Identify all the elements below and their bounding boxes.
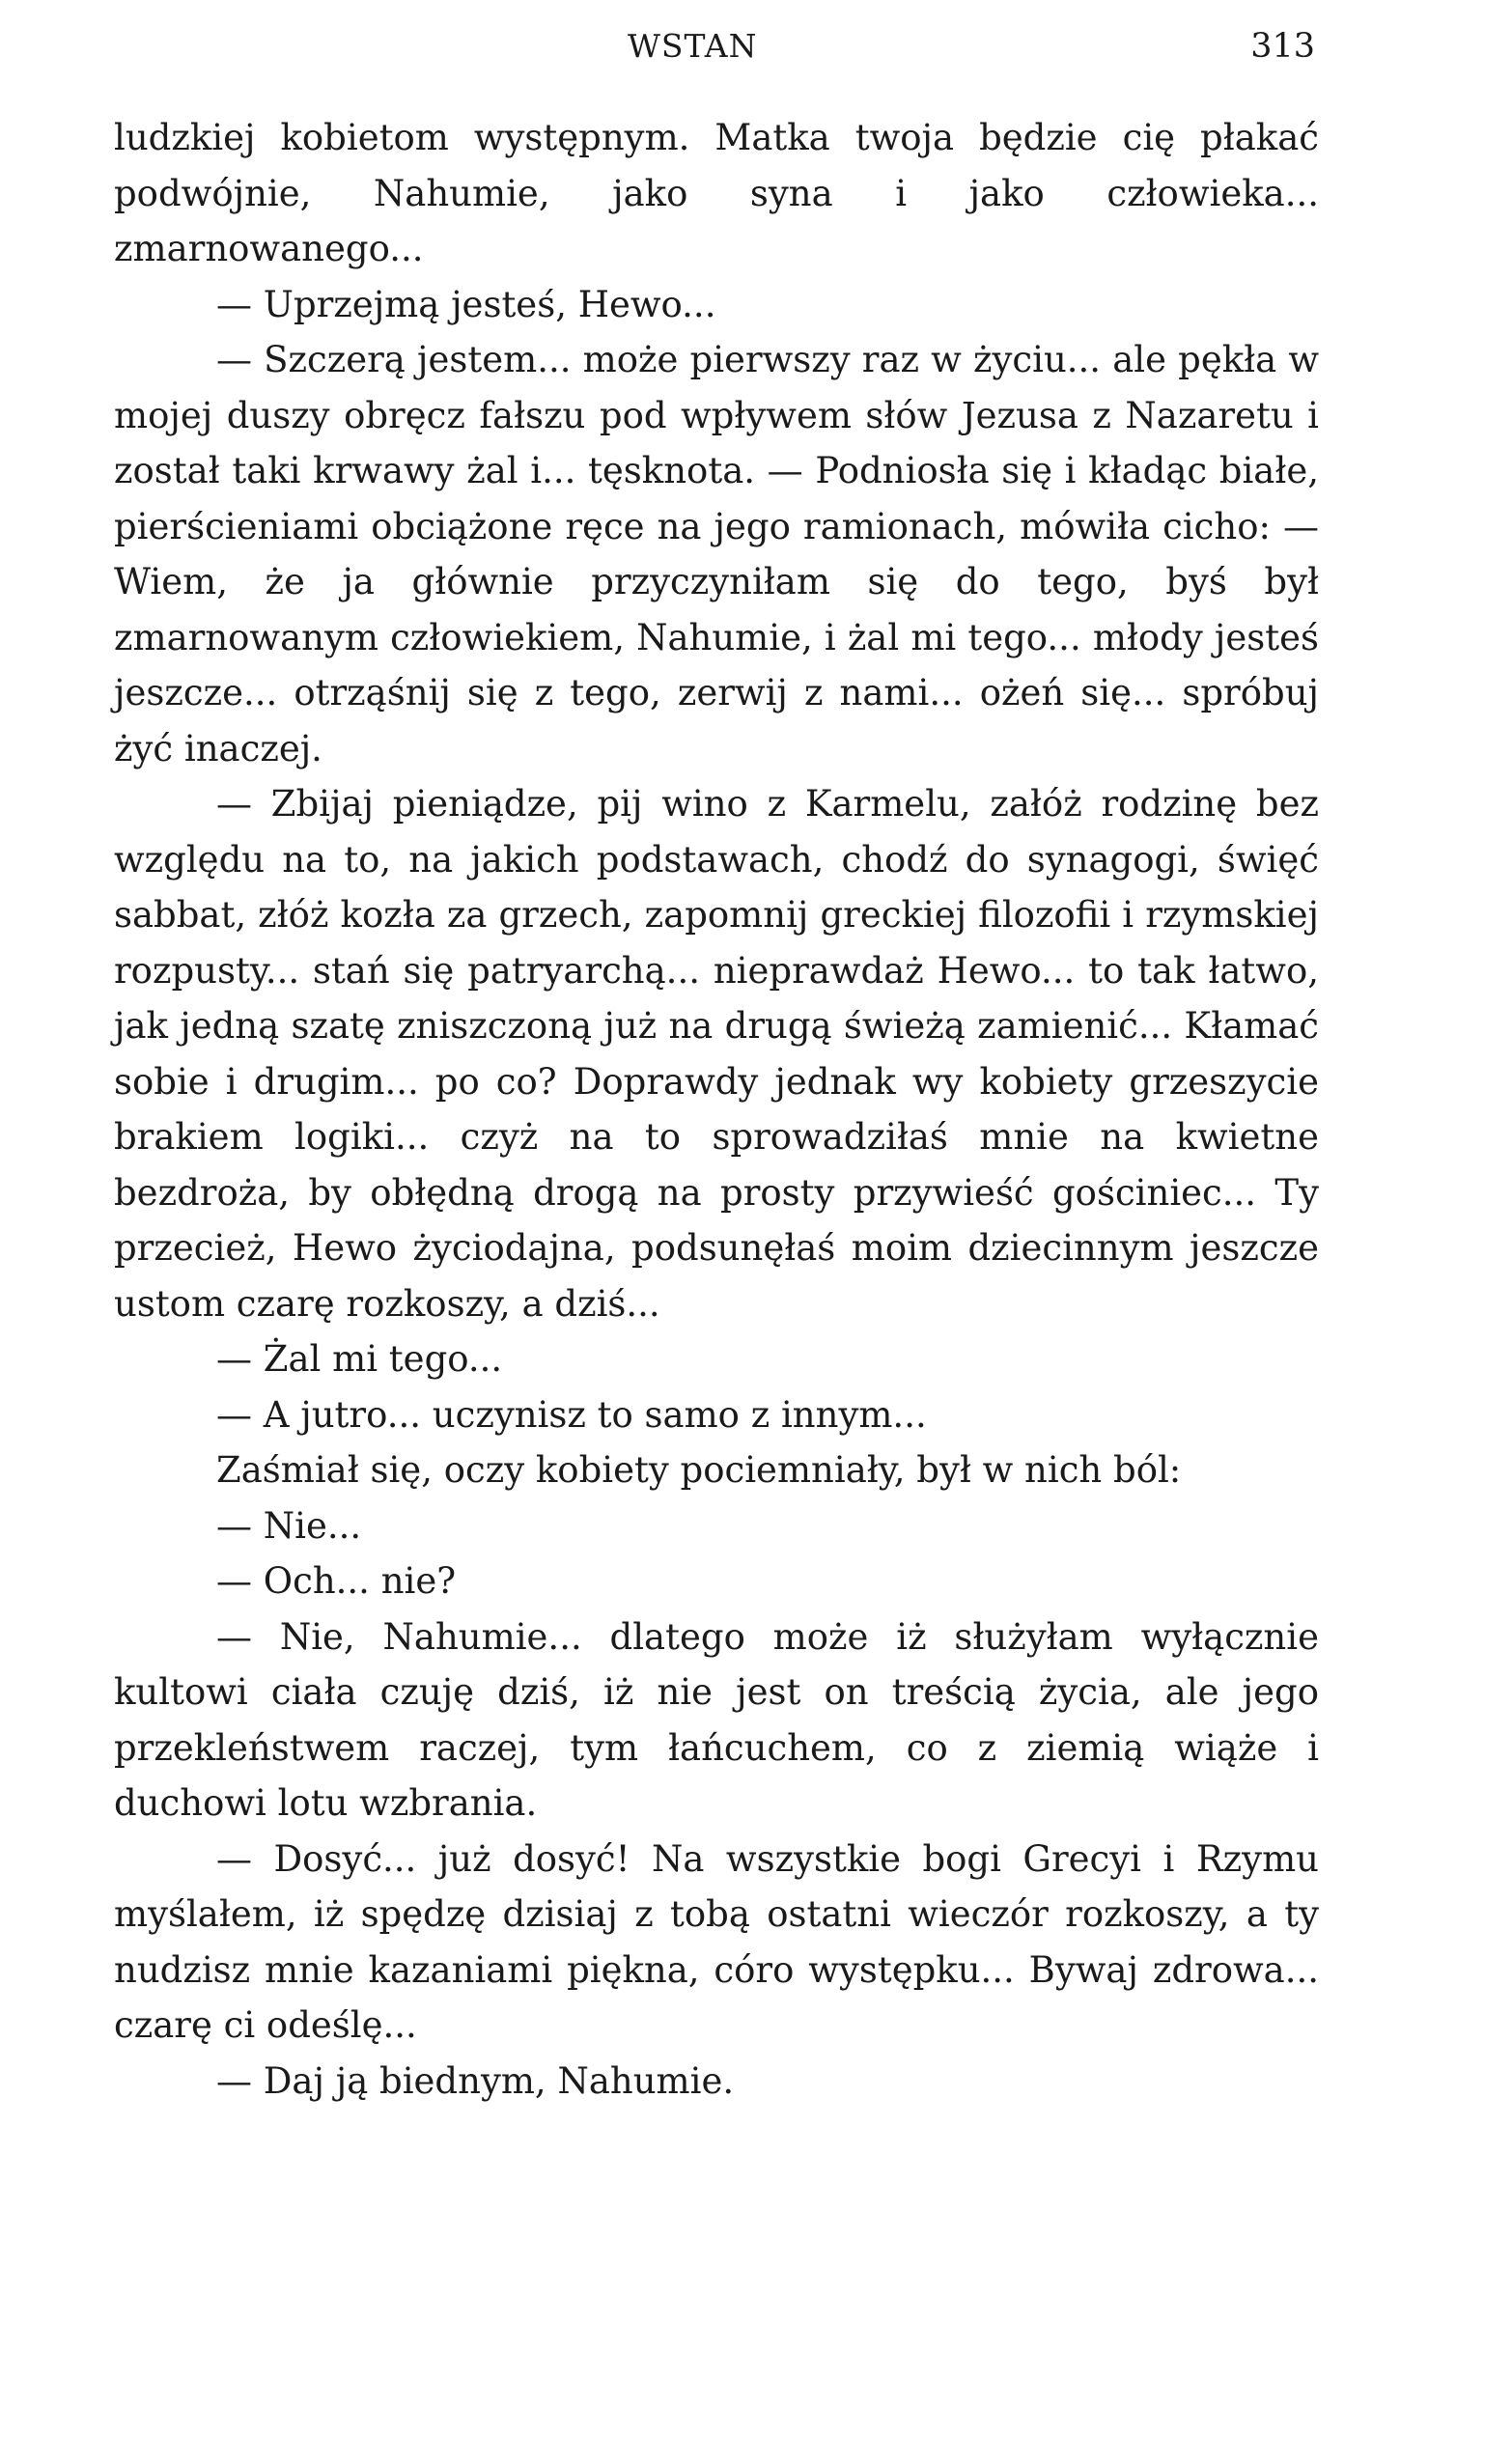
dialogue-paragraph: — Zbijaj pieniądze, pij wino z Karmelu, załóż rodzinę bez względu na to, na jakich podstawach, chodź do synagogi, święć sabbat, złóż kozła za grzech, zapomnij greckiej filozofii i rzymskiej rozpusty... stań się patryarchą... nieprawdaż Hewo... to tak łatwo, jak jedną szatę zniszczoną już na drugą świeżą zamienić... Kłamać sobie i drugim... po co? Doprawdy jednak wy kobiety grzeszycie brakiem logiki... czyż na to sprowadziłaś mnie na kwietne bezdroża, by obłędną drogą na prosty przywieść gościniec... Ty przecież, Hewo życiodajna, podsunęłaś moim dziecinnym jeszcze ustom czarę rozkoszy, a dziś... — [114, 783, 1319, 1325]
dialogue-paragraph: — Żal mi tego... — [216, 1338, 503, 1380]
paragraph-continuation: ludzkiej kobietom występnym. Matka twoja będzie cię płakać podwójnie, Nahumie, jako syna i jako człowieka... zmarnowanego... — [114, 117, 1319, 269]
dialogue-paragraph: — A jutro... uczynisz to samo z innym... — [216, 1393, 927, 1436]
body-text — [114, 110, 1319, 2109]
narration-paragraph: Zaśmiał się, oczy kobiety pociemniały, był w nich ból: — [216, 1449, 1182, 1491]
dialogue-paragraph: — Szczerą jestem... może pierwszy raz w życiu... ale pękła w mojej duszy obręcz fałszu pod wpływem słów Jezusa z Nazaretu i został taki krwawy żal i... tęsknota. — Podniosła się i kładąc białe, pierścieniami obciążone ręce na jego ramionach, mówiła cicho: — Wiem, że ja głównie przyczyniłam się do tego, byś był zmarnowanym człowiekiem, Nahumie, i żal mi tego... młody jesteś jeszcze... otrząśnij się z tego, zerwij z nami... ożeń się... spróbuj żyć inaczej. — [114, 339, 1319, 769]
dialogue-paragraph: — Nie... — [216, 1504, 362, 1547]
page-header — [0, 27, 1512, 66]
running-title: WSTAN — [628, 27, 758, 65]
dialogue-paragraph: — Dosyć... już dosyć! Na wszystkie bogi Grecyi i Rzymu myślałem, iż spędzę dzisiaj z tobą ostatni wieczór rozkoszy, a ty nudzisz mnie kazaniami piękna, córo występku... Bywaj zdrowa... czarę ci odeślę... — [114, 1837, 1319, 2046]
dialogue-paragraph: — Daj ją biednym, Nahumie. — [216, 2059, 735, 2102]
dialogue-paragraph: — Och... nie? — [216, 1560, 457, 1602]
dialogue-paragraph: — Nie, Nahumie... dlatego może iż służyłam wyłącznie kultowi ciała czuję dziś, iż nie jest on treścią życia, ale jego przekleństwem raczej, tym łańcuchem, co z ziemią wiąże i duchowi lotu wzbrania. — [114, 1615, 1319, 1824]
dialogue-paragraph: — Uprzejmą jesteś, Hewo... — [216, 283, 716, 325]
page-number: 313 — [1250, 27, 1315, 66]
